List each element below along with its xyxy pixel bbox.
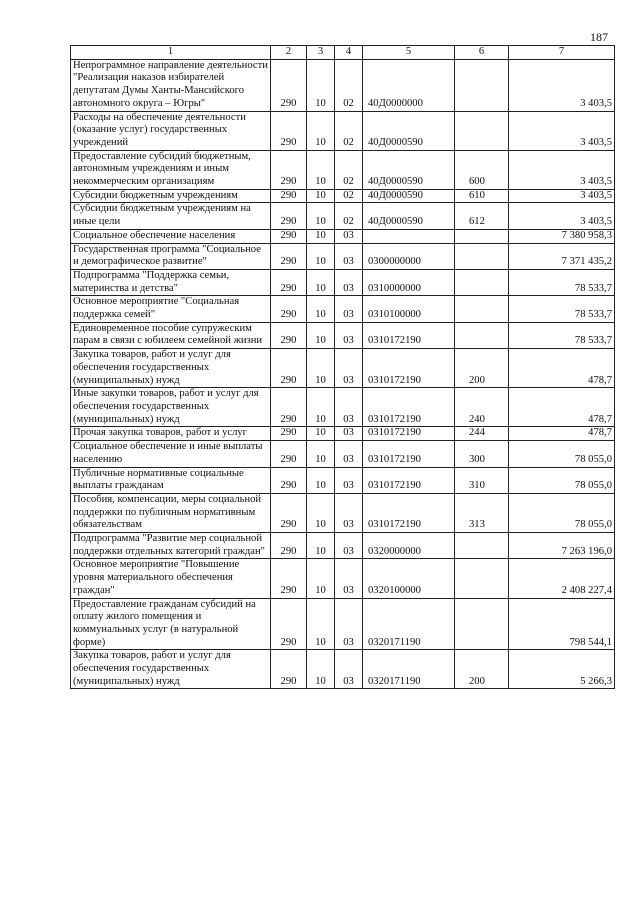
amount-cell: 78 055,0 (509, 441, 615, 467)
ministry-code-cell: 290 (271, 533, 307, 559)
item-name-cell: Иные закупки товаров, работ и услуг для обеспечения государственных (муниципальных) нужд (71, 388, 271, 427)
table-row (71, 59, 615, 111)
amount-cell: 78 533,7 (509, 322, 615, 348)
subsection-code-cell: 03 (335, 296, 363, 322)
ministry-code-cell: 290 (271, 427, 307, 441)
amount-cell: 7 380 958,3 (509, 229, 615, 243)
expense-type-cell: 200 (455, 349, 509, 388)
amount-cell: 7 263 196,0 (509, 533, 615, 559)
subsection-code-cell: 03 (335, 650, 363, 689)
target-article-cell: 0310100000 (363, 296, 455, 322)
ministry-code-cell: 290 (271, 441, 307, 467)
subsection-code-cell: 02 (335, 203, 363, 229)
ministry-code-cell: 290 (271, 189, 307, 203)
ministry-code-cell: 290 (271, 650, 307, 689)
subsection-code-cell: 02 (335, 111, 363, 150)
target-article-cell: 40Д0000590 (363, 150, 455, 189)
section-code-cell: 10 (307, 349, 335, 388)
table-row (71, 388, 615, 427)
amount-cell: 3 403,5 (509, 189, 615, 203)
subsection-code-cell: 03 (335, 229, 363, 243)
target-article-cell: 40Д0000590 (363, 111, 455, 150)
ministry-code-cell: 290 (271, 150, 307, 189)
target-article-cell: 40Д0000000 (363, 59, 455, 111)
table-row (71, 150, 615, 189)
section-code-cell: 10 (307, 189, 335, 203)
ministry-code-cell: 290 (271, 111, 307, 150)
target-article-cell: 40Д0000590 (363, 189, 455, 203)
subsection-code-cell: 03 (335, 467, 363, 493)
subsection-code-cell: 03 (335, 322, 363, 348)
table-row (71, 427, 615, 441)
table-row (71, 296, 615, 322)
item-name-cell: Основное мероприятие "Повышение уровня материального обеспечения граждан" (71, 559, 271, 598)
table-row (71, 533, 615, 559)
subsection-code-cell: 03 (335, 427, 363, 441)
expense-type-cell: 300 (455, 441, 509, 467)
table-row (71, 111, 615, 150)
expense-type-cell: 240 (455, 388, 509, 427)
subsection-code-cell: 02 (335, 59, 363, 111)
table-row (71, 650, 615, 689)
ministry-code-cell: 290 (271, 322, 307, 348)
target-article-cell: 0320171190 (363, 650, 455, 689)
expense-type-cell (455, 296, 509, 322)
amount-cell: 3 403,5 (509, 111, 615, 150)
item-name-cell: Публичные нормативные социальные выплаты гражданам (71, 467, 271, 493)
subsection-code-cell: 03 (335, 598, 363, 650)
item-name-cell: Государственная программа "Социальное и демографическое развитие" (71, 243, 271, 269)
subsection-code-cell: 03 (335, 493, 363, 532)
ministry-code-cell: 290 (271, 388, 307, 427)
amount-cell: 3 403,5 (509, 203, 615, 229)
ministry-code-cell: 290 (271, 229, 307, 243)
header-cell: 5 (363, 46, 455, 60)
target-article-cell: 0310172190 (363, 441, 455, 467)
amount-cell: 478,7 (509, 388, 615, 427)
ministry-code-cell: 290 (271, 269, 307, 295)
table-row (71, 467, 615, 493)
target-article-cell: 0310172190 (363, 427, 455, 441)
section-code-cell: 10 (307, 650, 335, 689)
subsection-code-cell: 03 (335, 388, 363, 427)
target-article-cell: 0320171190 (363, 598, 455, 650)
amount-cell: 78 055,0 (509, 467, 615, 493)
item-name-cell: Основное мероприятие "Социальная поддержка семей" (71, 296, 271, 322)
section-code-cell: 10 (307, 493, 335, 532)
header-cell: 3 (307, 46, 335, 60)
subsection-code-cell: 02 (335, 189, 363, 203)
section-code-cell: 10 (307, 150, 335, 189)
target-article-cell: 0300000000 (363, 243, 455, 269)
item-name-cell: Пособия, компенсации, меры социальной поддержки по публичным нормативным обязательствам (71, 493, 271, 532)
subsection-code-cell: 03 (335, 533, 363, 559)
amount-cell: 7 371 435,2 (509, 243, 615, 269)
subsection-code-cell: 03 (335, 441, 363, 467)
amount-cell: 78 533,7 (509, 269, 615, 295)
table-row (71, 243, 615, 269)
ministry-code-cell: 290 (271, 59, 307, 111)
target-article-cell: 0310172190 (363, 467, 455, 493)
ministry-code-cell: 290 (271, 467, 307, 493)
expense-type-cell (455, 111, 509, 150)
subsection-code-cell: 03 (335, 559, 363, 598)
section-code-cell: 10 (307, 203, 335, 229)
section-code-cell: 10 (307, 467, 335, 493)
table-row (71, 598, 615, 650)
item-name-cell: Подпрограмма "Развитие мер социальной поддержки отдельных категорий граждан" (71, 533, 271, 559)
expense-type-cell (455, 559, 509, 598)
section-code-cell: 10 (307, 598, 335, 650)
target-article-cell: 0310000000 (363, 269, 455, 295)
item-name-cell: Социальное обеспечение и иные выплаты населению (71, 441, 271, 467)
expense-type-cell (455, 598, 509, 650)
target-article-cell: 0310172190 (363, 493, 455, 532)
header-cell: 6 (455, 46, 509, 60)
item-name-cell: Подпрограмма "Поддержка семьи, материнства и детства" (71, 269, 271, 295)
item-name-cell: Субсидии бюджетным учреждениям на иные цели (71, 203, 271, 229)
amount-cell: 78 533,7 (509, 296, 615, 322)
item-name-cell: Закупка товаров, работ и услуг для обеспечения государственных (муниципальных) нужд (71, 349, 271, 388)
expense-type-cell: 612 (455, 203, 509, 229)
item-name-cell: Единовременное пособие супружеским парам в связи с юбилеем семейной жизни (71, 322, 271, 348)
amount-cell: 3 403,5 (509, 150, 615, 189)
section-code-cell: 10 (307, 388, 335, 427)
subsection-code-cell: 03 (335, 243, 363, 269)
ministry-code-cell: 290 (271, 243, 307, 269)
target-article-cell: 40Д0000590 (363, 203, 455, 229)
item-name-cell: Прочая закупка товаров, работ и услуг (71, 427, 271, 441)
section-code-cell: 10 (307, 111, 335, 150)
budget-table (70, 45, 615, 689)
item-name-cell: Предоставление субсидий бюджетным, автономным учреждениям и иным некоммерческим организациям (71, 150, 271, 189)
amount-cell: 5 266,3 (509, 650, 615, 689)
table-row (71, 493, 615, 532)
target-article-cell: 0310172190 (363, 388, 455, 427)
expense-type-cell: 313 (455, 493, 509, 532)
page-number: 187 (590, 30, 608, 44)
amount-cell: 2 408 227,4 (509, 559, 615, 598)
amount-cell: 478,7 (509, 349, 615, 388)
expense-type-cell: 310 (455, 467, 509, 493)
table-row (71, 322, 615, 348)
target-article-cell: 0320100000 (363, 559, 455, 598)
section-code-cell: 10 (307, 533, 335, 559)
section-code-cell: 10 (307, 296, 335, 322)
target-article-cell: 0310172190 (363, 349, 455, 388)
table-row (71, 269, 615, 295)
target-article-cell (363, 229, 455, 243)
subsection-code-cell: 03 (335, 349, 363, 388)
expense-type-cell: 200 (455, 650, 509, 689)
amount-cell: 798 544,1 (509, 598, 615, 650)
section-code-cell: 10 (307, 229, 335, 243)
subsection-code-cell: 02 (335, 150, 363, 189)
expense-type-cell (455, 229, 509, 243)
ministry-code-cell: 290 (271, 559, 307, 598)
amount-cell: 3 403,5 (509, 59, 615, 111)
table-row (71, 559, 615, 598)
ministry-code-cell: 290 (271, 598, 307, 650)
item-name-cell: Предоставление гражданам субсидий на оплату жилого помещения и коммунальных услуг (в натуральной форме) (71, 598, 271, 650)
table-row (71, 441, 615, 467)
header-cell: 4 (335, 46, 363, 60)
ministry-code-cell: 290 (271, 493, 307, 532)
expense-type-cell (455, 243, 509, 269)
header-cell: 1 (71, 46, 271, 60)
item-name-cell: Расходы на обеспечение деятельности (оказание услуг) государственных учреждений (71, 111, 271, 150)
expense-type-cell (455, 533, 509, 559)
section-code-cell: 10 (307, 269, 335, 295)
expense-type-cell: 610 (455, 189, 509, 203)
table-row (71, 349, 615, 388)
item-name-cell: Субсидии бюджетным учреждениям (71, 189, 271, 203)
ministry-code-cell: 290 (271, 349, 307, 388)
section-code-cell: 10 (307, 441, 335, 467)
expense-type-cell (455, 59, 509, 111)
header-cell: 2 (271, 46, 307, 60)
expense-type-cell: 600 (455, 150, 509, 189)
section-code-cell: 10 (307, 243, 335, 269)
header-cell: 7 (509, 46, 615, 60)
ministry-code-cell: 290 (271, 296, 307, 322)
table-row (71, 203, 615, 229)
expense-type-cell (455, 322, 509, 348)
amount-cell: 478,7 (509, 427, 615, 441)
target-article-cell: 0310172190 (363, 322, 455, 348)
subsection-code-cell: 03 (335, 269, 363, 295)
table-body (71, 59, 615, 689)
table-row (71, 189, 615, 203)
item-name-cell: Непрограммное направление деятельности "Реализация наказов избирателей депутатам Думы Ханты-Мансийского автономного округа – Югры" (71, 59, 271, 111)
ministry-code-cell: 290 (271, 203, 307, 229)
section-code-cell: 10 (307, 59, 335, 111)
section-code-cell: 10 (307, 322, 335, 348)
amount-cell: 78 055,0 (509, 493, 615, 532)
item-name-cell: Закупка товаров, работ и услуг для обеспечения государственных (муниципальных) нужд (71, 650, 271, 689)
table-row (71, 229, 615, 243)
expense-type-cell (455, 269, 509, 295)
target-article-cell: 0320000000 (363, 533, 455, 559)
section-code-cell: 10 (307, 559, 335, 598)
item-name-cell: Социальное обеспечение населения (71, 229, 271, 243)
table-header-row (71, 46, 615, 60)
section-code-cell: 10 (307, 427, 335, 441)
expense-type-cell: 244 (455, 427, 509, 441)
